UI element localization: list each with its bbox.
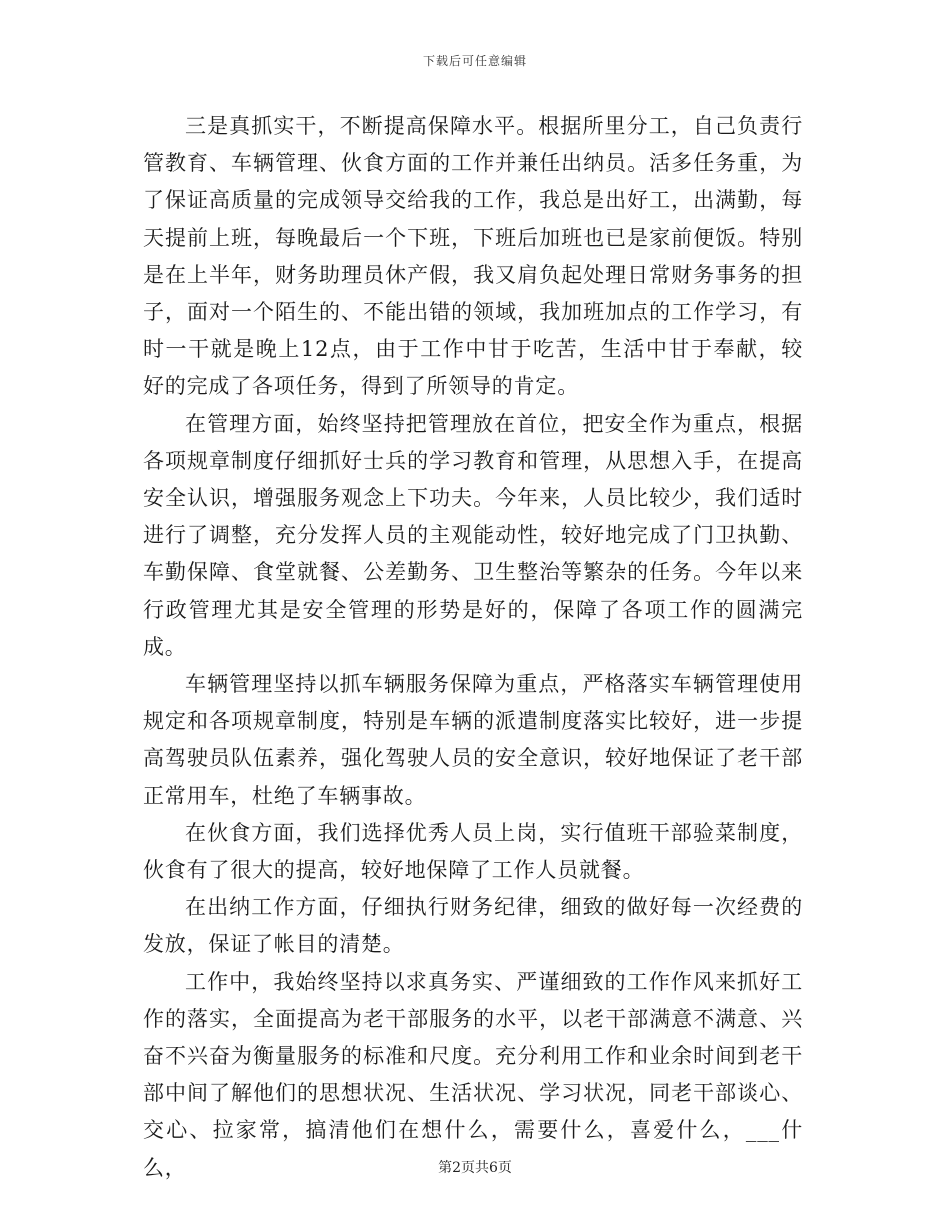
page-number: 第2页共6页: [438, 1160, 512, 1176]
paragraph-1: 三是真抓实干，不断提高保障水平。根据所里分工，自己负责行管教育、车辆管理、伙食方面的工作并兼任出纳员。活多任务重，为了保证高质量的完成领导交给我的工作，我总是出好工，出满勤，每天提前上班，每晚最后一个下班，下班后加班也已是家前便饭。特别是在上半年，财务助理员休产假，我又肩负起处理日常财务事务的担子，面对一个陌生的、不能出错的领域，我加班加点的工作学习，有时一干就是晚上12点，由于工作中甘于吃苦，生活中甘于奉献，较好的完成了各项任务，得到了所领导的肯定。: [143, 114, 803, 399]
paragraph-5: 在出纳工作方面，仔细执行财务纪律，细致的做好每一次经费的发放，保证了帐目的清楚。: [143, 895, 803, 957]
paragraph-4: 在伙食方面，我们选择优秀人员上岗，实行值班干部验菜制度，伙食有了很大的提高，较好地保障了工作人员就餐。: [143, 820, 803, 883]
paragraph-6: 工作中，我始终坚持以求真务实、严谨细致的工作作风来抓好工作的落实，全面提高为老干部服务的水平，以老干部满意不满意、兴奋不兴奋为衡量服务的标准和尺度。充分利用工作和业余时间到老干部中间了解他们的思想状况、生活状况、学习状况，同老干部谈心、交心、拉家常，搞清他们在想什么，需要什么，喜爱什么，___什么，: [143, 969, 803, 1180]
document-body: [143, 108, 803, 1187]
paragraph-2: 在管理方面，始终坚持把管理放在首位，把安全作为重点，根据各项规章制度仔细抓好士兵的学习教育和管理，从思想入手，在提高安全认识，增强服务观念上下功夫。今年来，人员比较少，我们适时进行了调整，充分发挥人员的主观能动性，较好地完成了门卫执勤、车勤保障、食堂就餐、公差勤务、卫生整治等繁杂的任务。今年以来行政管理尤其是安全管理的形势是好的，保障了各项工作的圆满完成。: [143, 411, 803, 659]
paragraph-3: 车辆管理坚持以抓车辆服务保障为重点，严格落实车辆管理使用规定和各项规章制度，特别是车辆的派遣制度落实比较好，进一步提高驾驶员队伍素养，强化驾驶人员的安全意识，较好地保证了老干部正常用车，杜绝了车辆事故。: [143, 672, 803, 808]
page-header: 下载后可任意编辑: [422, 54, 527, 68]
